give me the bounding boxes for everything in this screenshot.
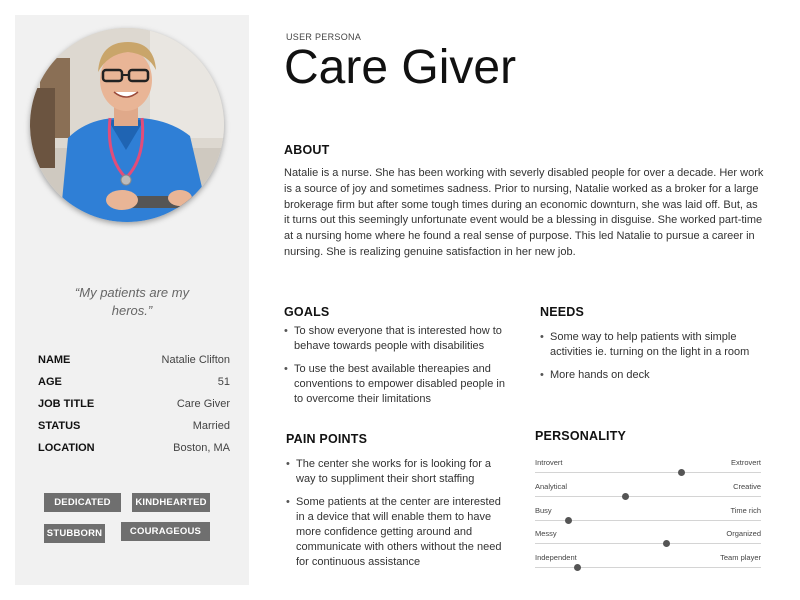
needs-heading: NEEDS [540, 305, 585, 319]
trait-track [535, 496, 761, 497]
trait-right-label: Creative [733, 482, 761, 491]
fact-key: JOB TITLE [38, 398, 95, 410]
nurse-portrait-icon [30, 28, 224, 222]
list-item: • More hands on deck [540, 368, 766, 383]
trait-marker [565, 517, 572, 524]
fact-value: Care Giver [176, 398, 230, 410]
trait-introvert-extrovert [535, 458, 761, 478]
trait-analytical-creative [535, 482, 761, 502]
trait-marker [663, 540, 670, 547]
trait-track [535, 567, 761, 568]
persona-eyebrow: USER PERSONA [286, 32, 362, 42]
fact-key: STATUS [38, 420, 81, 432]
trait-track [535, 543, 761, 544]
avatar [30, 28, 224, 222]
needs-list [540, 330, 766, 391]
tag-stubborn: STUBBORN [44, 524, 105, 543]
fact-key: LOCATION [38, 442, 95, 454]
trait-right-label: Organized [726, 529, 761, 538]
list-item: • The center she works for is looking for a way to suppliment their short staffing [286, 457, 502, 487]
fact-row-name [38, 349, 230, 371]
tag-courageous: COURAGEOUS [121, 522, 210, 541]
tag-dedicated: DEDICATED [44, 493, 121, 512]
fact-row-job-title [38, 393, 230, 415]
trait-marker [622, 493, 629, 500]
tag-kindhearted: KINDHEARTED [132, 493, 210, 512]
goals-list [284, 324, 506, 415]
page-title: Care Giver [284, 41, 517, 94]
trait-independent-team-player [535, 553, 761, 573]
personality-heading: PERSONALITY [535, 429, 627, 443]
persona-quote: “My patients are my heros.” [74, 285, 190, 318]
trait-messy-organized [535, 529, 761, 549]
fact-value: 51 [217, 376, 230, 388]
fact-row-status [38, 415, 230, 437]
list-item: • To show everyone that is interested how to behave towards people with disabilities [284, 324, 506, 354]
trait-marker [678, 469, 685, 476]
about-heading: ABOUT [284, 143, 330, 157]
list-item: • To use the best available thereapies and conventions to empower disabled people in to overcome their limitations [284, 362, 506, 407]
trait-busy-time-rich [535, 506, 761, 526]
about-text: Natalie is a nurse. She has been working with severly disabled people for over a decade. Her work is a source of joy and sometimes sadness. Prior to nursing, Natalie worked as a broker for a large brokerage firm but after some tough times during an economic downturn, she was laid off. But, as it turns out this seemingly unfortunate event would be a blessing in disguise. She worked part-time at a nursing home where he found a real sense of purpose. This led Natalie to pursue a career in nursing. She is realizing genuine satisfaction in her new job. [284, 167, 764, 258]
pain-points-heading: PAIN POINTS [286, 432, 368, 446]
trait-left-label: Analytical [535, 482, 568, 491]
fact-row-age [38, 371, 230, 393]
fact-value: Boston, MA [173, 442, 230, 454]
trait-marker [574, 564, 581, 571]
list-item: • Some patients at the center are interested in a device that will enable them to have more confidence getting around and communicate with others without the need for continuous assistance [286, 495, 502, 570]
trait-right-label: Time rich [730, 506, 761, 515]
facts-list [38, 349, 230, 459]
list-item: • Some way to help patients with simple activities ie. turning on the light in a room [540, 330, 766, 360]
trait-right-label: Team player [720, 553, 761, 562]
goals-heading: GOALS [284, 305, 330, 319]
pain-points-list [286, 457, 502, 578]
fact-value: Married [192, 420, 230, 432]
trait-left-label: Messy [535, 529, 557, 538]
fact-key: NAME [38, 354, 71, 366]
trait-left-label: Introvert [535, 458, 563, 467]
trait-left-label: Busy [535, 506, 552, 515]
fact-value: Natalie Clifton [161, 354, 230, 366]
trait-right-label: Extrovert [730, 458, 761, 467]
fact-row-location [38, 437, 230, 459]
fact-key: AGE [38, 376, 62, 388]
trait-track [535, 472, 761, 473]
trait-left-label: Independent [535, 553, 577, 562]
